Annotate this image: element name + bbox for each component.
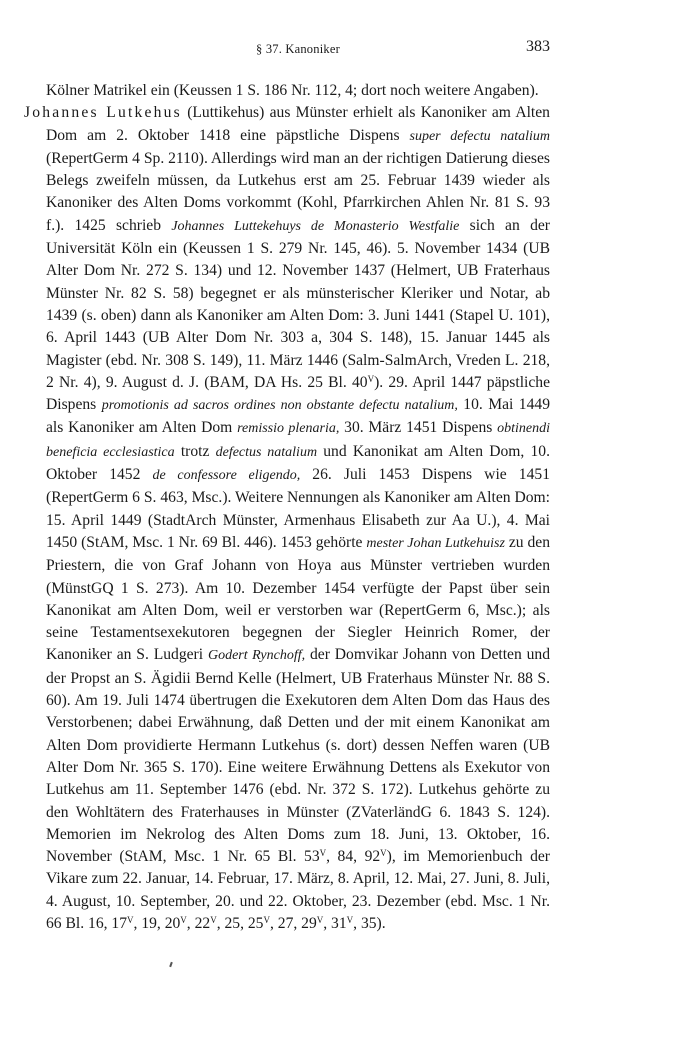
latin-phrase: remissio plenaria, [237,421,340,437]
entry-text: zu den Priestern, die von Graf Johann von Hoya aus Münster vertrieben wurden (MünstGQ 1 S. 273). Am 10. Dezember 1454 verfügte der Papst über sein Kanonikat am Alten Dom, weil er verstorben war (RepertGerm 6, Msc.); als seine Testamentsexekutoren begegnen der Siegler Heinrich Romer, der Kanoniker an S. Ludgeri [46,533,550,664]
entry-text: ), im Memorienbuch der Vikare zum 22. Januar, 14. Februar, 17. März, 8. April, 12. Mai, 27. Juni, 8. Juli, 4. August, 10. September, 20. und 22. Oktober, 23. Dezember (ebd. Msc. 1 Nr. 66 Bl. 16, 17 [46,848,550,932]
latin-phrase: defectus natalium [215,444,318,460]
latin-phrase: super defectu natalium [409,128,550,144]
latin-phrase: Johannes Luttekehuys de Monasterio Westfalie [171,218,460,234]
latin-phrase: de confessore eligendo, [152,468,301,484]
entry-text: und Kanonikat am Alten Dom, 10. Oktober 1452 [46,442,550,484]
verso-mark: V [346,914,354,925]
entry-text: , 27, 29 [269,914,317,932]
entry-text: 26. Juli 1453 Dispens wie 1451 (RepertGerm 6 S. 463, Msc.). Weitere Nennungen als Kanoniker am Alten Dom: 15. April 1449 (StadtArch Münster, Armenhaus Elisabeth zur Aa U.), 4. Mai 1450 (StAM, Msc. 1 Nr. 69 Bl. 446). 1453 gehörte [46,466,550,551]
stray-ink-mark [169,962,173,967]
verso-mark: V [367,373,375,384]
entry-text: (Luttikehus) aus Münster erhielt als Kanoniker am Alten Dom am 2. Oktober 1418 eine päpstliche Dispens [46,104,550,144]
continuation-paragraph: Kölner Matrikel ein (Keussen 1 S. 186 Nr. 112, 4; dort noch weitere Angaben). [46,82,539,99]
verso-mark: V [127,914,134,925]
entry-text: , 19, 20 [133,914,181,932]
entry-text: trotz [174,442,216,460]
entry-text: , 25, 25 [216,914,264,932]
latin-phrase: mester Johan Lutkehuisz [366,535,505,551]
entry-text: , 35). [353,914,386,932]
entry-text: (RepertGerm 4 Sp. 2110). Allerdings wird man an der richtigen Datierung dieses Belegs zweifeln müssen, da Lutkehus erst am 25. Februar 1439 wieder als Kanoniker des Alten Doms vorkommt (Kohl, Pfarrkirchen Ahlen Nr. 81 S. 93 f.). 1425 schrieb [46,149,550,234]
entry-text: , 84, 92 [326,848,381,866]
entry-text: sich an der Universität Köln ein (Keussen 1 S. 279 Nr. 145, 46). 5. November 1434 (UB Alter Dom Nr. 272 S. 134) und 12. November 1437 (Helmert, UB Fraterhaus Münster Nr. 82 S. 58) begegnet er als münsterischer Kleriker und Notar, ab 1439 (s. oben) dann als Kanoniker am Alten Dom: 3. Juni 1441 (Stapel U. 101), 6. April 1443 (UB Alter Dom Nr. 303 a, 304 S. 148), 15. Januar 1445 als Magister (ebd. Nr. 308 S. 149), 11. März 1446 (Salm-SalmArch, Vreden L. 218, 2 Nr. 4), 9. August d. J. (BAM, DA Hs. 25 Bl. 40 [46,216,550,391]
latin-phrase: obtinendi beneficia ecclesiastica [46,421,551,460]
entry-text: 30. März 1451 Dispens [339,419,498,437]
latin-phrase: promotionis ad sacros ordines non obstante defectu natalium, [101,398,458,414]
running-head [46,38,550,60]
section-title: § 37. Kanoniker [256,42,340,56]
body-text [24,80,551,935]
entry-text: 10. Mai 1449 als Kanoniker am Alten Dom [46,396,550,437]
verso-mark: V [263,914,270,925]
entry-text: ). 29. April 1447 päpstliche Dispens [46,373,551,414]
entry-text: , 22 [186,914,211,932]
entry-text: der Domvikar Johann von Detten und der Propst an S. Ägidii Bernd Kelle (Helmert, UB Fraterhaus Münster Nr. 88 S. 60). Am 19. Juli 1474 übertrugen die Exekutoren dem Alten Dom das Haus des Verstorbenen; dabei Erwähnung, daß Detten und der mit einem Kanonikat am Alten Dom providierte Hermann Lutkehus (s. dort) dessen Neffen waren (UB Alter Dom Nr. 365 S. 170). Eine weitere Erwähnung Dettens als Exekutor von Lutkehus am 11. September 1476 (ebd. Nr. 372 S. 172). Lutkehus gehörte zu den Wohltätern des Fraterhauses in Münster (ZVaterländG 6. 1843 S. 124). Memorien im Nekrolog des Alten Doms zum 18. Juni, 13. Oktober, 16. November (StAM, Msc. 1 Nr. 65 Bl. 53 [46,646,551,866]
entry-name: Johannes Lutkehus [24,104,182,122]
page-number: 383 [526,38,550,55]
verso-mark: V [380,848,387,859]
verso-mark: V [316,914,324,925]
latin-phrase: Godert Rynchoff, [207,648,306,664]
verso-mark: V [210,914,217,925]
verso-mark: V [180,914,187,925]
entry-text: , 31 [323,914,347,932]
verso-mark: V [319,848,327,859]
biographical-entry [24,102,550,935]
